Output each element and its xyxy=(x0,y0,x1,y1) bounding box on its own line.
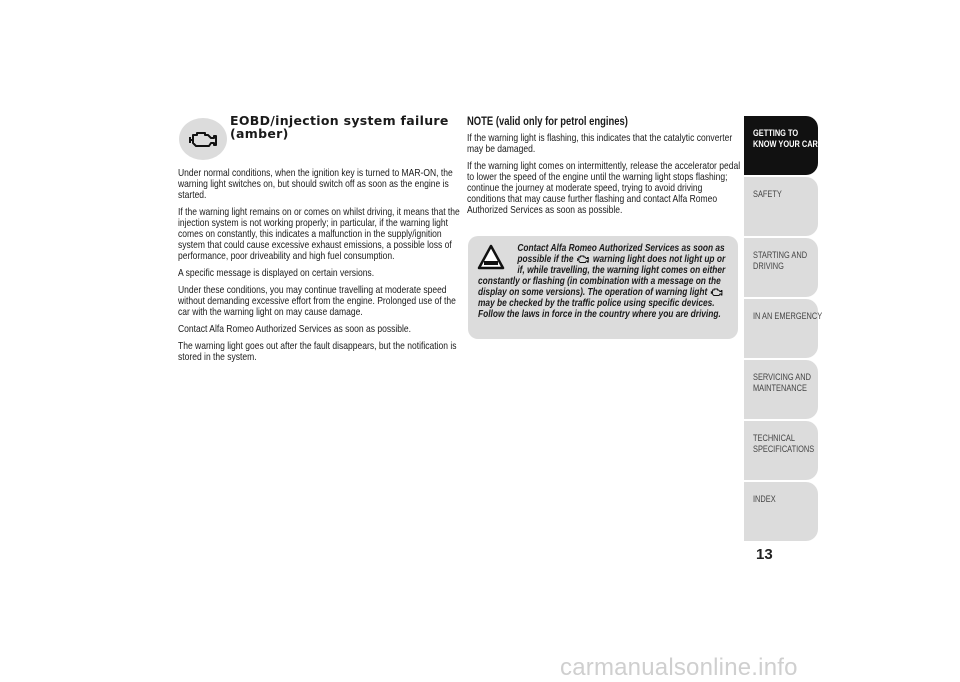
left-column xyxy=(178,168,463,369)
engine-warning-badge xyxy=(179,118,227,160)
tab-in-an-emergency[interactable]: IN AN EMERGENCY xyxy=(744,299,818,358)
note-title: NOTE (valid only for petrol engines) xyxy=(467,116,628,128)
paragraph: The warning light goes out after the fault disappears, but the notification is stored in the system. xyxy=(178,341,457,363)
paragraph: Under these conditions, you may continue travelling at moderate speed without demanding excessive effort from the engine. Prolonged use of the car with the warning light on may cause damage. xyxy=(178,285,456,318)
page-number: 13 xyxy=(756,546,773,563)
chapter-tabs xyxy=(744,116,823,543)
tab-starting-and-driving[interactable]: STARTING AND DRIVING xyxy=(744,238,818,297)
section-title: EOBD/injection system failure (amber) xyxy=(230,113,449,141)
paragraph: If the warning light comes on intermittently, release the accelerator pedal to lower the speed of the engine until the warning light stops flashing; continue the journey at moderate speed, trying to avoid driving conditions that may cause further flashing and contact Alfa Romeo Authorized Services as soon as possible. xyxy=(467,161,741,216)
tab-getting-to-know-your-car[interactable]: GETTING TO KNOW YOUR CAR xyxy=(744,116,818,175)
watermark: carmanualsonline.info xyxy=(560,654,798,681)
tab-servicing-and-maintenance[interactable]: SERVICING AND MAINTENANCE xyxy=(744,360,818,419)
tab-safety[interactable]: SAFETY xyxy=(744,177,818,236)
paragraph: Under normal conditions, when the ignition key is turned to MAR-ON, the warning light switches on, but should switch off as soon as the engine is started. xyxy=(178,168,453,201)
paragraph: Contact Alfa Romeo Authorized Services as soon as possible. xyxy=(178,324,412,335)
engine-check-icon xyxy=(188,129,218,149)
tab-technical-specifications[interactable]: TECHNICAL SPECIFICATIONS xyxy=(744,421,818,480)
paragraph: A specific message is displayed on certain versions. xyxy=(178,268,375,279)
tab-index[interactable]: INDEX xyxy=(744,482,818,541)
paragraph: If the warning light remains on or comes on whilst driving, it means that the injection system is not working properly; in particular, if the warning light comes on constantly, this indicates a malfunction in the supply/ignition system that could cause excessive exhaust emissions, a possible loss of performance, poor driveability and high fuel consumption. xyxy=(178,207,460,262)
note-column xyxy=(467,116,741,222)
engine-check-icon xyxy=(576,254,591,264)
paragraph: If the warning light is flashing, this indicates that the catalytic converter may be damaged. xyxy=(467,133,733,155)
engine-check-icon xyxy=(710,287,725,297)
warning-text: Contact Alfa Romeo Authorized Services as soon as possible if the warning light does not light up or if, while travelling, the warning light comes on either constantly or flashing (in combination with a message on the display on some versions). The operation of warning light may be checked by the traffic police using specific devices. Follow the laws in force in the country where you are driving. xyxy=(478,243,726,320)
